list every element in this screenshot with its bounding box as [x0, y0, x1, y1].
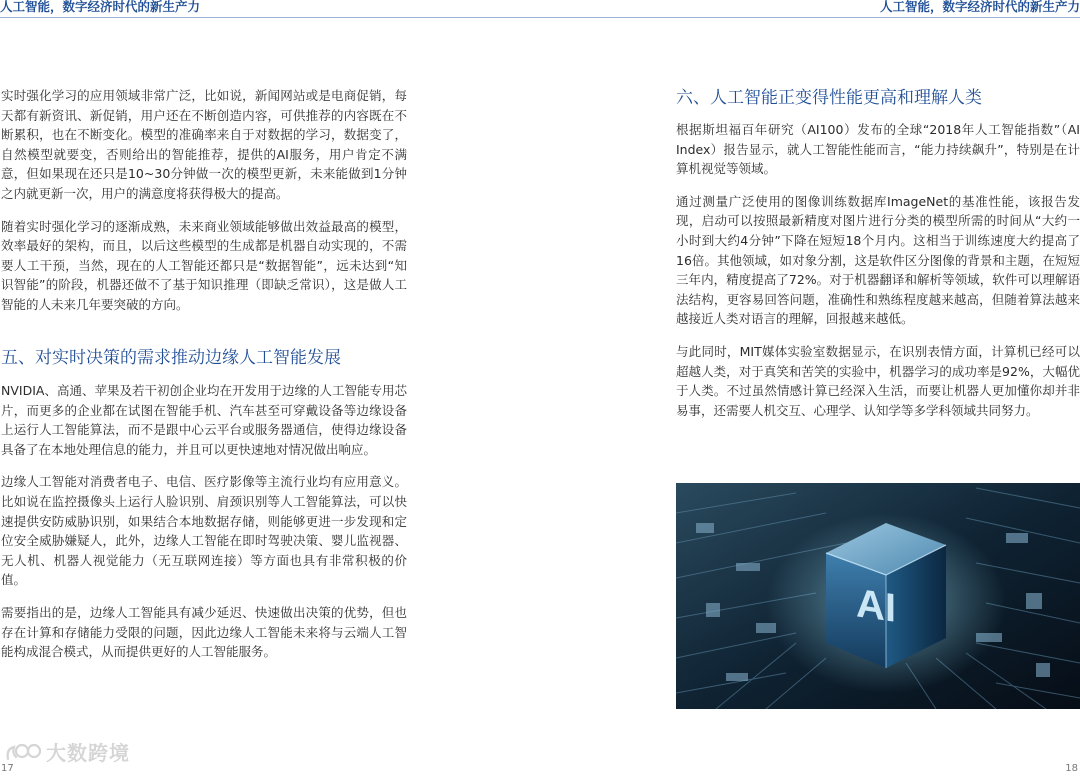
brand-logo-icon — [4, 739, 42, 765]
ai-chip-illustration — [676, 483, 1080, 709]
paragraph: 边缘人工智能对消费者电子、电信、医疗影像等主流行业均有应用意义。比如说在监控摄像头上运行人脸识别、肩颈识别等人工智能算法，可以快速提供安防威胁识别，如果结合本地数据存储，则能够更进一步发现和定位安全威胁嫌疑人，此外，边缘人工智能在即时驾驶决策、婴儿监视器、无人机、机器人视觉能力（无互联网连接）等方面也具有非常积极的价值。 — [1, 474, 407, 588]
paragraph: 通过测量广泛使用的图像训练数据库ImageNet的基准性能，该报告发现，启动可以按照最新精度对图片进行分类的模型所需的时间从“大约一小时到大约4分钟”下降在短短18个月内。这相当于训练速度大约提高了16倍。其他领域，如对象分割，这是软件区分图像的背景和主题，在短短三年内，精度提高了72%。对于机器翻译和解析等领域，软件可以理解语法结构，更容易回答问题，准确性和熟练程度越来越高，但随着算法越来越接近人类对语言的理解，回报越来越低。 — [676, 193, 1080, 327]
paragraph: NVIDIA、高通、苹果及若干初创企业均在开发用于边缘的人工智能专用芯片，而更多的企业都在试图在智能手机、汽车甚至可穿戴设备等边缘设备上运行人工智能算法，而不是跟中心云平台或服务器通信，使得边缘设备具备了在本地处理信息的能力，并且可以更快速地对情况做出响应。 — [1, 383, 407, 457]
body-text-block — [676, 120, 1080, 433]
ai-chip-image — [676, 483, 1080, 709]
paragraph: 需要指出的是，边缘人工智能具有减少延迟、快速做出决策的优势，但也存在计算和存储能力受限的问题，因此边缘人工智能未来将与云端人工智能构成混合模式，从而提供更好的人工智能服务。 — [1, 604, 407, 660]
watermark — [4, 737, 130, 766]
section-title: 五、对实时决策的需求推动边缘人工智能发展 — [1, 348, 341, 368]
paragraph: 随着实时强化学习的逐渐成熟，未来商业领域能够做出效益最高的模型，效率最好的架构，而且，以后这些模型的生成都是机器自动实现的，不需要人工干预，当然，现在的人工智能还都只是“数据智能”，远未达到“知识智能”的阶段，机器还做不了基于知识推理（即缺乏常识），这是做人工智能的人未来几年要突破的方向。 — [1, 218, 407, 312]
page-number: 17 — [1, 763, 14, 774]
section-title: 六、人工智能正变得性能更高和理解人类 — [676, 88, 982, 108]
page-number: 18 — [1065, 763, 1078, 774]
header-divider — [540, 17, 1080, 18]
page-header: 人工智能，数字经济时代的新生产力 — [879, 0, 1080, 14]
paragraph: 与此同时，MIT媒体实验室数据显示，在识别表情方面，计算机已经可以超越人类，对于真笑和苦笑的实验中，机器学习的成功率是92%，大幅优于人类。不过虽然情感计算已经深入生活，而要让机器人更加懂你却并非易事，还需要人机交互、心理学、认知学等多学科领域共同努力。 — [676, 343, 1080, 418]
header-divider — [0, 17, 540, 18]
right-page — [540, 0, 1080, 776]
paragraph: 根据斯坦福百年研究（AI100）发布的全球“2018年人工智能指数”（AI Index）报告显示，就人工智能性能而言，“能力持续飙升”，特别是在计算机视觉等领域。 — [676, 122, 1080, 177]
paragraph: 实时强化学习的应用领域非常广泛，比如说，新闻网站或是电商促销，每天都有新资讯、新促销，用户还在不断创造内容，可供推荐的内容既在不断累积，也在不断变化。模型的准确率来自于对数据的学习，数据变了，自然模型就要变，否则给出的智能推荐，提供的AI服务，用户肯定不满意，但如果现在还只是10~30分钟做一次的模型更新，未来能做到1分钟之内就更新一次，用户的满意度将获得极大的提高。 — [1, 88, 407, 201]
body-text-block — [1, 86, 407, 328]
body-text-block — [1, 381, 407, 675]
watermark-text: 大数跨境 — [46, 741, 130, 765]
page-header: 人工智能，数字经济时代的新生产力 — [0, 0, 201, 14]
ai-chip-label: AI — [856, 580, 896, 631]
